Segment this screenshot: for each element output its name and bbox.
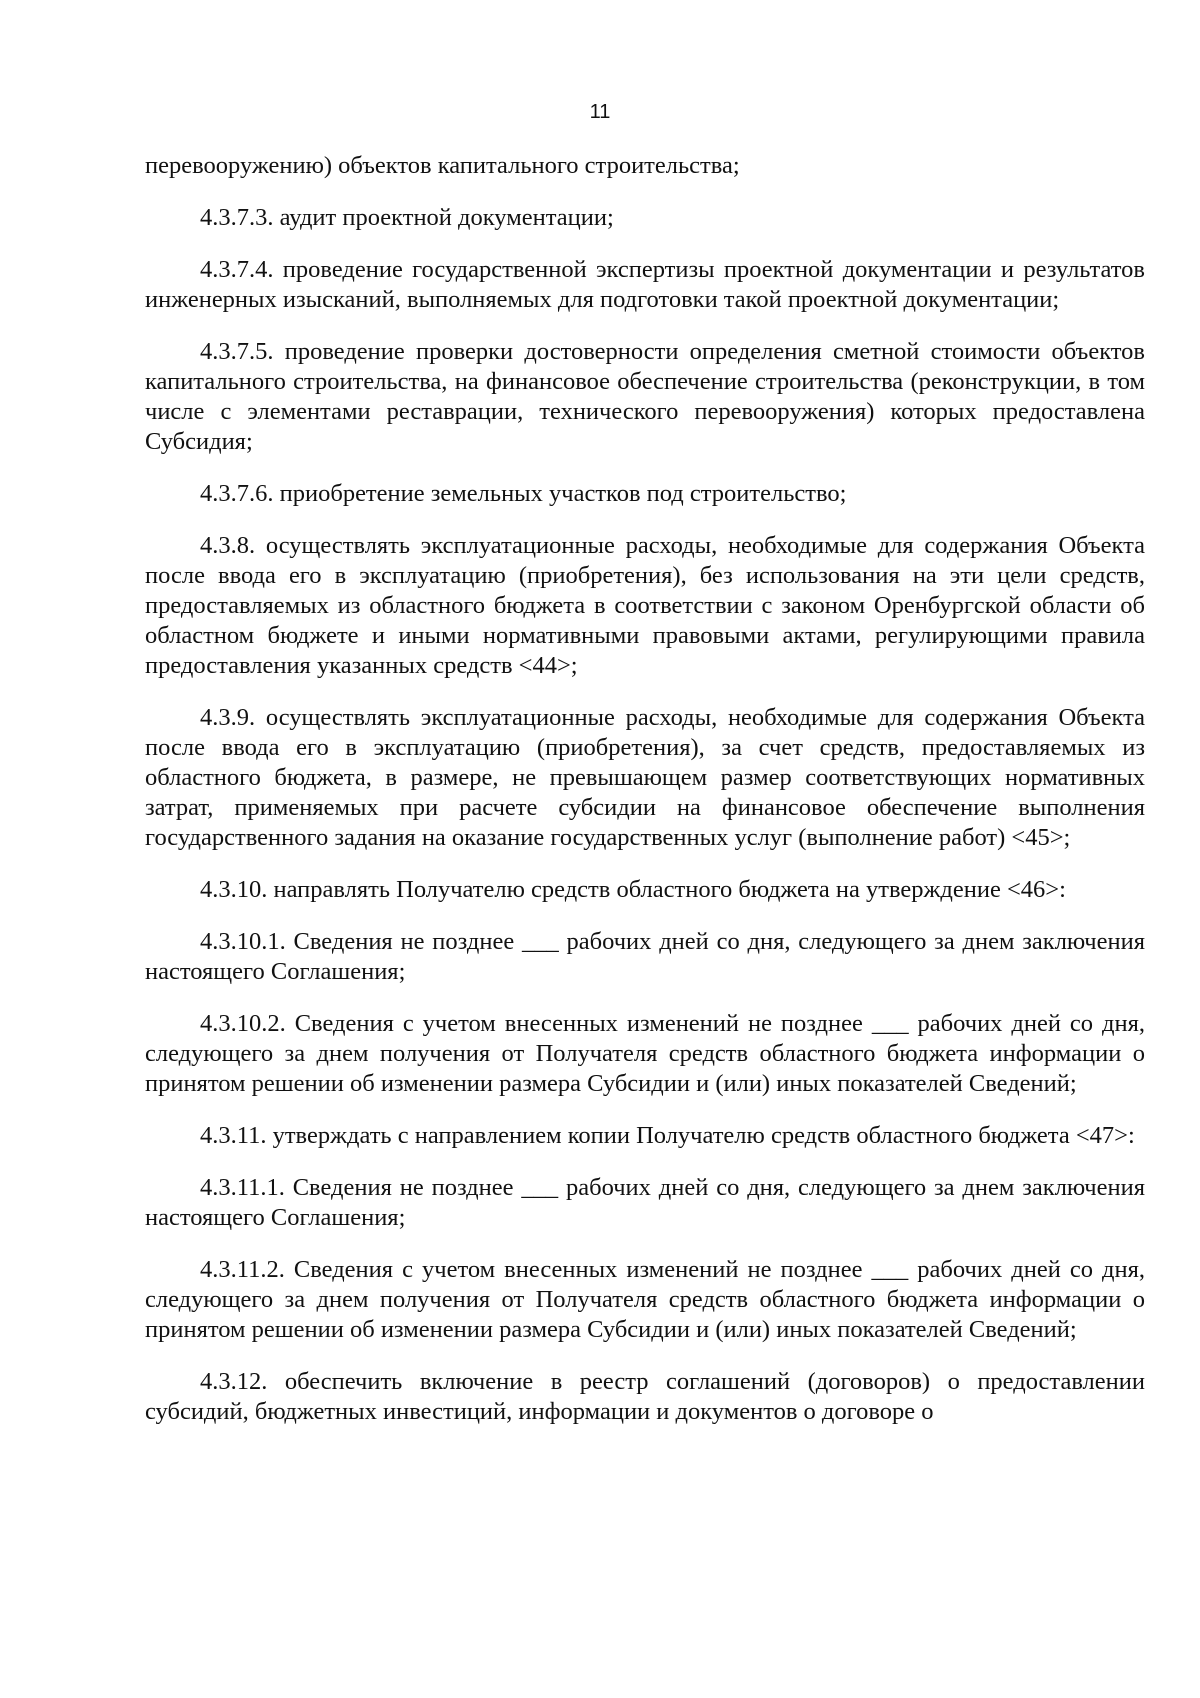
paragraph-4-3-7-5: 4.3.7.5. проведение проверки достоверности определения сметной стоимости объектов капитального строительства, на финансовое обеспечение строительства (реконструкции, в том числе с элементами реставрации, технического перевооружения) которых предоставлена Субсидия; [145, 338, 1145, 455]
paragraph-4-3-8: 4.3.8. осуществлять эксплуатационные расходы, необходимые для содержания Объекта после ввода его в эксплуатацию (приобретения), без использования на эти цели средств, предоставляемых из областного бюджета в соответствии с законом Оренбургской области об областном бюджете и иными нормативными правовыми актами, регулирующими правила предоставления указанных средств <44>; [145, 532, 1145, 679]
paragraph-4-3-9: 4.3.9. осуществлять эксплуатационные расходы, необходимые для содержания Объекта после ввода его в эксплуатацию (приобретения), за счет средств, предоставляемых из областного бюджета, в размере, не превышающем размер соответствующих нормативных затрат, применяемых при расчете субсидии на финансовое обеспечение выполнения государственного задания на оказание государственных услуг (выполнение работ) <45>; [145, 704, 1145, 851]
paragraph-4-3-7-6: 4.3.7.6. приобретение земельных участков под строительство; [200, 480, 847, 507]
paragraph-4-3-10-2: 4.3.10.2. Сведения с учетом внесенных изменений не позднее ___ рабочих дней со дня, следующего за днем получения от Получателя средств областного бюджета информации о принятом решении об изменении размера Субсидии и (или) иных показателей Сведений; [145, 1010, 1145, 1097]
paragraph-4-3-10-1: 4.3.10.1. Сведения не позднее ___ рабочих дней со дня, следующего за днем заключения настоящего Соглашения; [145, 928, 1145, 985]
paragraph-4-3-12: 4.3.12. обеспечить включение в реестр соглашений (договоров) о предоставлении субсидий, бюджетных инвестиций, информации и документов о договоре о [145, 1368, 1145, 1425]
page-number: 11 [589, 101, 611, 123]
paragraph-4-3-7-4: 4.3.7.4. проведение государственной экспертизы проектной документации и результатов инженерных изысканий, выполняемых для подготовки такой проектной документации; [145, 256, 1145, 313]
paragraph-4-3-11: 4.3.11. утверждать с направлением копии Получателю средств областного бюджета <47>: [200, 1122, 1135, 1149]
paragraph-4-3-7-3: 4.3.7.3. аудит проектной документации; [200, 204, 614, 231]
document-body [145, 151, 1145, 1449]
paragraph-4-3-11-1: 4.3.11.1. Сведения не позднее ___ рабочих дней со дня, следующего за днем заключения настоящего Соглашения; [145, 1174, 1145, 1231]
paragraph-continuation: перевооружению) объектов капитального строительства; [145, 152, 740, 179]
paragraph-4-3-10: 4.3.10. направлять Получателю средств областного бюджета на утверждение <46>: [200, 876, 1066, 903]
paragraph-4-3-11-2: 4.3.11.2. Сведения с учетом внесенных изменений не позднее ___ рабочих дней со дня, следующего за днем получения от Получателя средств областного бюджета информации о принятом решении об изменении размера Субсидии и (или) иных показателей Сведений; [145, 1256, 1145, 1343]
